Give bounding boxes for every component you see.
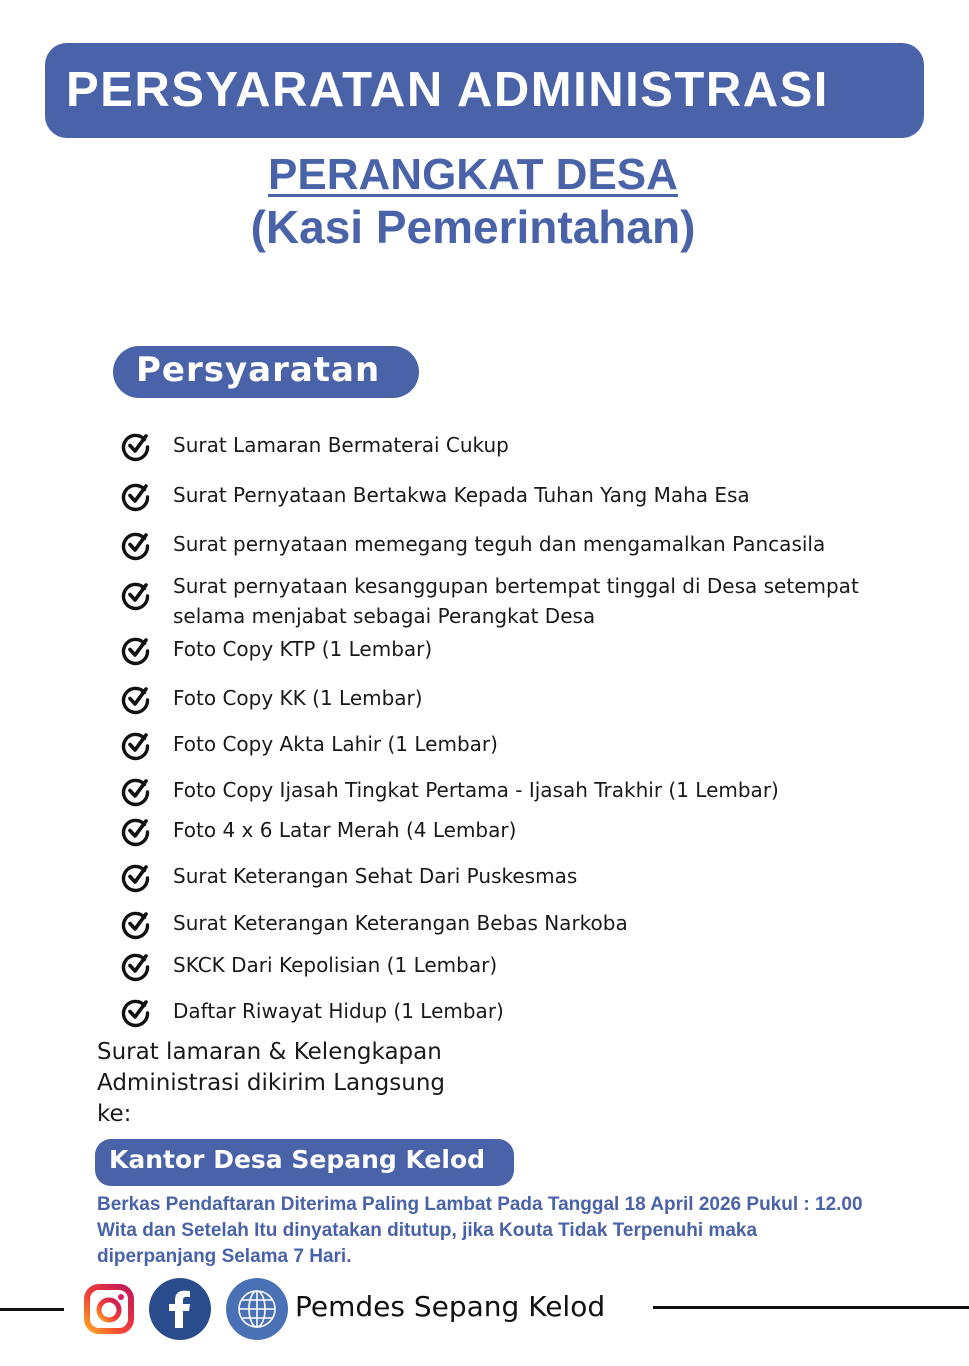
- requirement-item: [120, 634, 432, 666]
- requirement-text: [173, 529, 825, 559]
- requirement-text: [173, 729, 498, 759]
- requirement-line: Foto 4 x 6 Latar Merah (4 Lembar): [173, 818, 517, 842]
- requirement-line: Surat Keterangan Sehat Dari Puskesmas: [173, 864, 578, 888]
- requirement-text: [173, 634, 432, 664]
- deadline-notice: [97, 1192, 957, 1270]
- requirement-line: Foto Copy KK (1 Lembar): [173, 686, 423, 710]
- check-circle-icon: [120, 579, 152, 611]
- requirement-line: Foto Copy Ijasah Tingkat Pertama - Ijasah Trakhir (1 Lembar): [173, 778, 779, 802]
- requirement-item: [120, 571, 859, 631]
- page-title: PERSYARATAN ADMINISTRASI: [66, 63, 829, 117]
- footer-divider-right: [653, 1306, 969, 1309]
- instagram-icon[interactable]: [83, 1283, 135, 1335]
- requirement-line: Daftar Riwayat Hidup (1 Lembar): [173, 999, 504, 1023]
- requirement-line: Surat pernyataan kesanggupan bertempat tinggal di Desa setempat: [173, 574, 859, 598]
- check-circle-icon: [120, 683, 152, 715]
- deadline-line: Berkas Pendaftaran Diterima Paling Lambat Pada Tanggal 18 April 2026 Pukul : 12.00: [97, 1194, 863, 1215]
- requirement-text: [173, 430, 509, 460]
- requirement-item: [120, 908, 628, 940]
- requirement-line: Surat Pernyataan Bertakwa Kepada Tuhan Yang Maha Esa: [173, 483, 750, 507]
- submission-line: ke:: [97, 1101, 132, 1127]
- check-circle-icon: [120, 815, 152, 847]
- deadline-line: Wita dan Setelah Itu dinyatakan ditutup, jika Kouta Tidak Terpenuhi maka: [97, 1220, 758, 1241]
- check-circle-icon: [120, 775, 152, 807]
- check-circle-icon: [120, 480, 152, 512]
- requirement-text: [173, 683, 423, 713]
- requirement-text: [173, 861, 577, 891]
- submission-line: Surat lamaran & Kelengkapan: [97, 1039, 442, 1065]
- check-circle-icon: [120, 634, 152, 666]
- footer-divider-left: [0, 1308, 64, 1311]
- requirement-text: [173, 480, 750, 510]
- check-circle-icon: [120, 950, 152, 982]
- requirement-line: Foto Copy KTP (1 Lembar): [173, 637, 433, 661]
- requirement-text: [173, 908, 628, 938]
- requirement-text: [173, 996, 504, 1026]
- requirement-item: [120, 529, 825, 561]
- requirement-text: [173, 815, 516, 845]
- requirement-text: [173, 571, 859, 631]
- submission-instructions: [97, 1037, 445, 1130]
- check-circle-icon: [120, 529, 152, 561]
- check-circle-icon: [120, 430, 152, 462]
- requirement-item: [120, 996, 504, 1028]
- section-heading: Persyaratan: [136, 350, 381, 390]
- globe-icon[interactable]: [226, 1278, 288, 1340]
- requirement-line: Surat pernyataan memegang teguh dan mengamalkan Pancasila: [173, 532, 826, 556]
- requirement-item: [120, 729, 498, 761]
- requirement-item: [120, 480, 750, 512]
- requirement-line: Surat Lamaran Bermaterai Cukup: [173, 433, 509, 457]
- requirement-text: [173, 775, 779, 805]
- submission-line: Administrasi dikirim Langsung: [97, 1070, 446, 1096]
- requirement-line: SKCK Dari Kepolisian (1 Lembar): [173, 953, 498, 977]
- check-circle-icon: [120, 908, 152, 940]
- requirement-line: selama menjabat sebagai Perangkat Desa: [173, 604, 596, 628]
- requirement-item: [120, 861, 577, 893]
- position-title: (Kasi Pemerintahan): [250, 201, 696, 253]
- deadline-line: diperpanjang Selama 7 Hari.: [97, 1246, 352, 1267]
- requirement-item: [120, 815, 516, 847]
- page-subtitle: [0, 150, 946, 200]
- footer-account-name: Pemdes Sepang Kelod: [295, 1290, 606, 1323]
- requirement-line: Surat Keterangan Keterangan Bebas Narkoba: [173, 911, 628, 935]
- subtitle-text: PERANGKAT DESA: [268, 150, 678, 199]
- check-circle-icon: [120, 729, 152, 761]
- office-name: Kantor Desa Sepang Kelod: [109, 1145, 486, 1174]
- check-circle-icon: [120, 996, 152, 1028]
- check-circle-icon: [120, 861, 152, 893]
- facebook-icon[interactable]: [149, 1278, 211, 1340]
- requirement-line: Foto Copy Akta Lahir (1 Lembar): [173, 732, 498, 756]
- requirement-item: [120, 683, 423, 715]
- requirement-item: [120, 950, 497, 982]
- requirement-item: [120, 775, 779, 807]
- requirement-item: [120, 430, 509, 462]
- requirement-text: [173, 950, 497, 980]
